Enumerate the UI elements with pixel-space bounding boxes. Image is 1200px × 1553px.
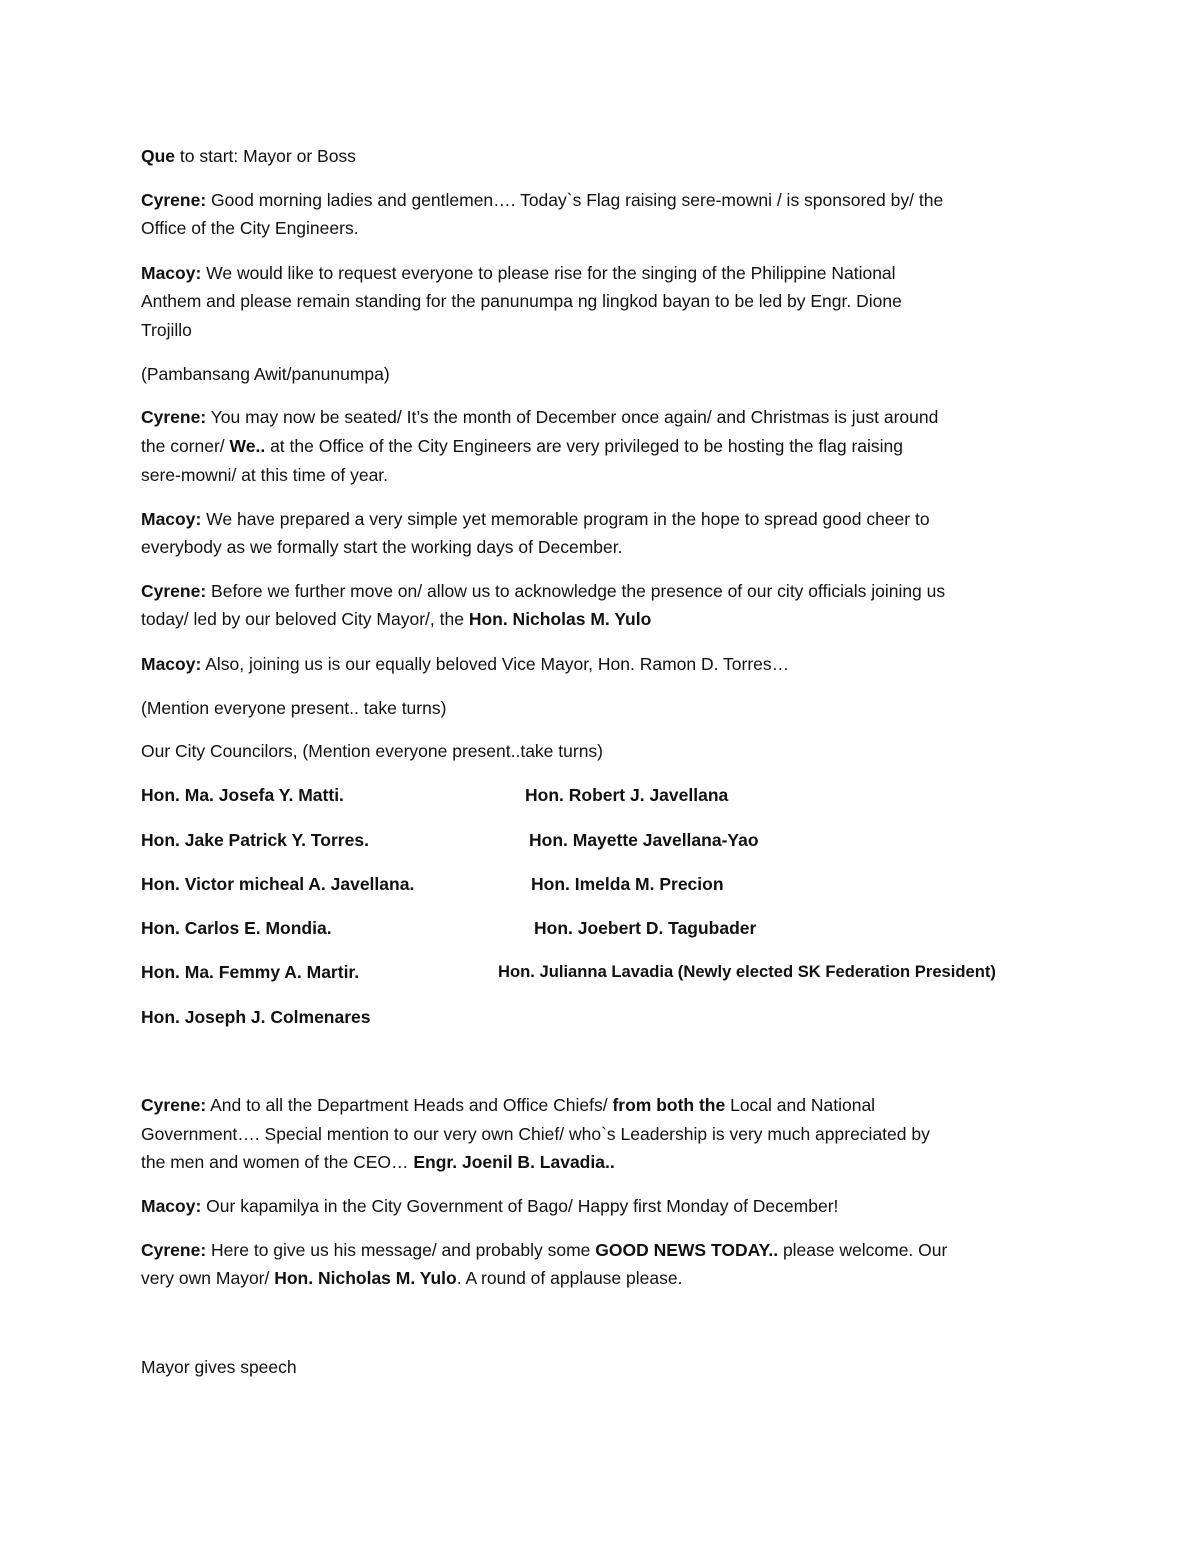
councilor-name: Hon. Mayette Javellana-Yao [529, 830, 759, 850]
paragraph-text: please welcome. Our [778, 1240, 948, 1260]
paragraph-text: Also, joining us is our equally beloved Vice Mayor, Hon. Ramon D. Torres… [201, 654, 790, 674]
mention-note [141, 694, 446, 723]
paragraph-text: Trojillo [141, 320, 192, 340]
speaker-label: Que [141, 146, 176, 166]
paragraph-text: Good morning ladies and gentlemen…. Today`s Flag raising sere-mowni / is sponsored by/ the [206, 190, 944, 210]
speaker-label: Macoy: [141, 263, 202, 283]
emphasis-text: from both the [612, 1095, 726, 1115]
paragraph-text: We would like to request everyone to please rise for the singing of the Philippine National [201, 263, 896, 283]
paragraph-text: Anthem and please remain standing for the panunumpa ng lingkod bayan to be led by Engr. Dione [141, 291, 902, 311]
cue-line [141, 142, 356, 171]
councilor-name: Hon. Ma. Josefa Y. Matti. [141, 785, 344, 805]
councilor-name: Hon. Victor micheal A. Javellana. [141, 874, 415, 894]
speaker-label: Cyrene: [141, 190, 207, 210]
councilor-name: Hon. Imelda M. Precion [531, 874, 724, 894]
cyrene-paragraph-2-line-1 [141, 403, 938, 432]
councilor-name: Hon. Jake Patrick Y. Torres. [141, 830, 369, 850]
cyrene-paragraph-5-line-1 [141, 1236, 947, 1265]
paragraph-text: You may now be seated/ It’s the month of December once again/ and Christmas is just around [206, 407, 939, 427]
speech-note [141, 1353, 297, 1382]
paragraph-text: Local and National [725, 1095, 876, 1115]
cyrene-paragraph-4-line-3 [141, 1148, 615, 1177]
paragraph-text: Government…. Special mention to our very own Chief/ who`s Leadership is very much appreciated by [141, 1124, 930, 1144]
paragraph-text: at the Office of the City Engineers are very privileged to be hosting the flag raising [265, 436, 904, 456]
paragraph-text: And to all the Department Heads and Office Chiefs/ [206, 1095, 613, 1115]
mayor-name: Hon. Nicholas M. Yulo [468, 609, 652, 629]
cyrene-paragraph-2-line-3 [141, 461, 388, 490]
speaker-label: Macoy: [141, 654, 202, 674]
paragraph-text: Our City Councilors, (Mention everyone present..take turns) [141, 741, 603, 761]
cyrene-paragraph-1-line-1 [141, 186, 943, 215]
paragraph-text: Our kapamilya in the City Government of Bago/ Happy first Monday of December! [201, 1196, 839, 1216]
councilors-intro [141, 737, 603, 766]
cyrene-paragraph-4-line-1 [141, 1091, 875, 1120]
macoy-paragraph-1-line-1 [141, 259, 896, 288]
paragraph-text: . A round of applause please. [456, 1268, 683, 1288]
councilor-name: Hon. Joseph J. Colmenares [141, 1007, 371, 1027]
cyrene-paragraph-2-line-2 [141, 432, 903, 461]
paragraph-text: the corner/ [141, 436, 230, 456]
councilor-name: Hon. Julianna Lavadia (Newly elected SK Federation President) [498, 962, 996, 981]
councilor-name: Hon. Carlos E. Mondia. [141, 918, 332, 938]
chief-name: Engr. Joenil B. Lavadia.. [413, 1152, 615, 1172]
paragraph-text: (Mention everyone present.. take turns) [141, 698, 447, 718]
emphasis-text: GOOD NEWS TODAY.. [595, 1240, 779, 1260]
paragraph-text: (Pambansang Awit/panunumpa) [141, 364, 390, 384]
speaker-label: Cyrene: [141, 1240, 207, 1260]
paragraph-text: very own Mayor/ [141, 1268, 275, 1288]
anthem-note [141, 360, 390, 389]
macoy-paragraph-3-line-1 [141, 650, 789, 679]
paragraph-text: Here to give us his message/ and probably some [206, 1240, 596, 1260]
paragraph-text: We have prepared a very simple yet memorable program in the hope to spread good cheer to [201, 509, 930, 529]
councilor-name: Hon. Ma. Femmy A. Martir. [141, 962, 360, 982]
paragraph-text: Office of the City Engineers. [141, 218, 359, 238]
paragraph-text: Before we further move on/ allow us to acknowledge the presence of our city officials joining us [206, 581, 946, 601]
speaker-label: Cyrene: [141, 407, 207, 427]
cue-text: to start: Mayor or Boss [175, 146, 356, 166]
macoy-paragraph-1-line-2 [141, 287, 902, 316]
cyrene-paragraph-3-line-2 [141, 605, 651, 634]
paragraph-text: the men and women of the CEO… [141, 1152, 414, 1172]
emphasis-text: We.. [229, 436, 266, 456]
macoy-paragraph-4-line-1 [141, 1192, 838, 1221]
speaker-label: Macoy: [141, 509, 202, 529]
cyrene-paragraph-4-line-2 [141, 1120, 930, 1149]
councilor-name: Hon. Joebert D. Tagubader [534, 918, 757, 938]
macoy-paragraph-2-line-2 [141, 533, 622, 562]
macoy-paragraph-2-line-1 [141, 505, 930, 534]
cyrene-paragraph-1-line-2 [141, 214, 359, 243]
paragraph-text: Mayor gives speech [141, 1357, 297, 1377]
speaker-label: Cyrene: [141, 1095, 207, 1115]
speaker-label: Cyrene: [141, 581, 207, 601]
mayor-name: Hon. Nicholas M. Yulo [274, 1268, 457, 1288]
cyrene-paragraph-3-line-1 [141, 577, 945, 606]
speaker-label: Macoy: [141, 1196, 202, 1216]
paragraph-text: today/ led by our beloved City Mayor/, the [141, 609, 469, 629]
councilor-name: Hon. Robert J. Javellana [525, 785, 729, 805]
macoy-paragraph-1-line-3 [141, 316, 192, 345]
cyrene-paragraph-5-line-2 [141, 1264, 682, 1293]
paragraph-text: sere-mowni/ at this time of year. [141, 465, 389, 485]
paragraph-text: everybody as we formally start the working days of December. [141, 537, 623, 557]
